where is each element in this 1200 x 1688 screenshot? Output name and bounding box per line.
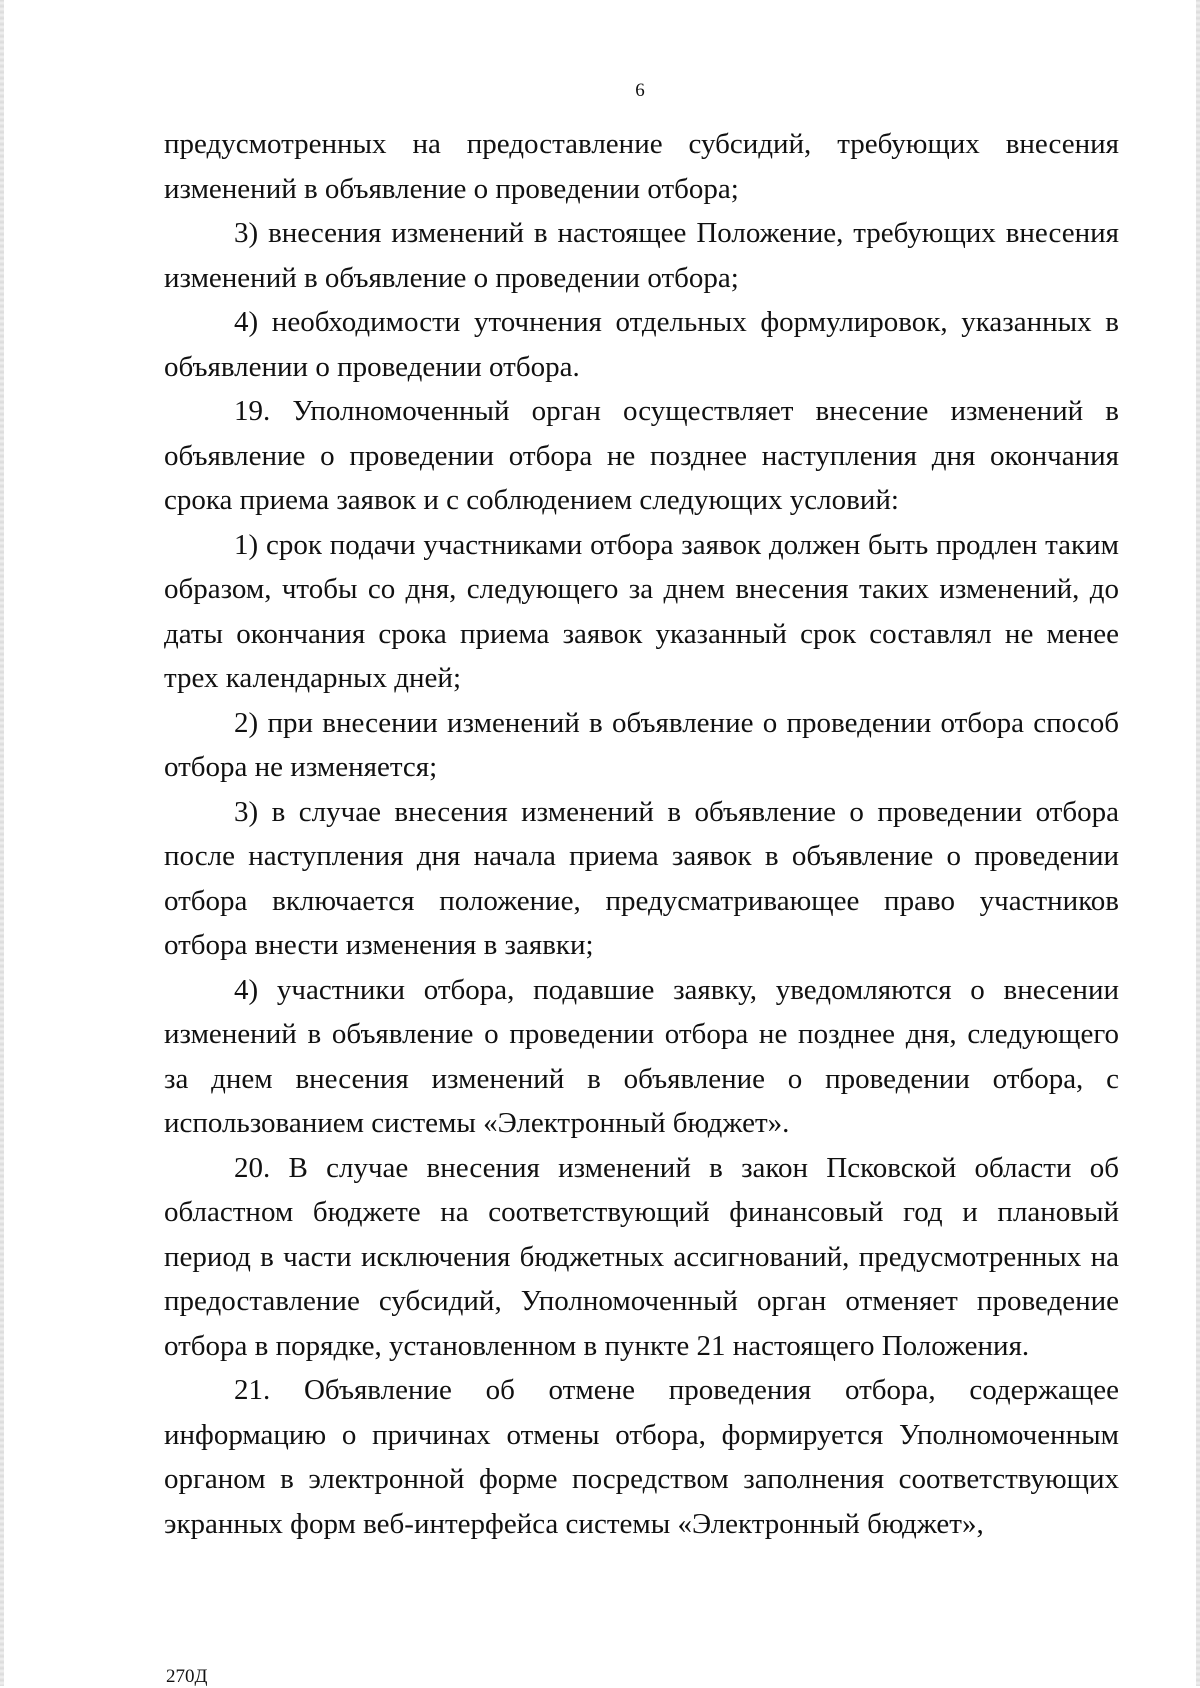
body-text [164, 122, 1119, 1546]
paragraph-4: 19. Уполномоченный орган осуществляет внесение изменений в объявление о проведении отбора не позднее наступления дня окончания срока приема заявок и с соблюдением следующих условий: [164, 395, 1119, 516]
paragraph-1: предусмотренных на предоставление субсидий, требующих внесения изменений в объявление о проведении отбора; [164, 128, 1119, 205]
paragraph-2: 3) внесения изменений в настоящее Положение, требующих внесения изменений в объявление о проведении отбора; [164, 217, 1119, 294]
paragraph-10: 21. Объявление об отмене проведения отбора, содержащее информацию о причинах отмены отбора, формируется Уполномоченным органом в электронной форме посредством заполнения соответствующих экранных форм веб-интерфейса системы «Электронный бюджет», [164, 1374, 1119, 1540]
page-number: 6 [635, 80, 645, 101]
paragraph-9: 20. В случае внесения изменений в закон Псковской области об областном бюджете на соответствующий финансовый год и плановый период в части исключения бюджетных ассигнований, предусмотренных на предоставление субсидий, Уполномоченный орган отменяет проведение отбора в порядке, установленном в пункте 21 настоящего Положения. [164, 1151, 1119, 1362]
paragraph-3: 4) необходимости уточнения отдельных формулировок, указанных в объявлении о проведении отбора. [164, 306, 1119, 383]
paragraph-6: 2) при внесении изменений в объявление о проведении отбора способ отбора не изменяется; [164, 706, 1119, 783]
paragraph-8: 4) участники отбора, подавшие заявку, уведомляются о внесении изменений в объявление о проведении отбора не позднее дня, следующего за днем внесения изменений в объявление о проведении отбора, с использованием системы «Электронный бюджет». [164, 973, 1119, 1139]
footer-code: 270Д [166, 1666, 208, 1687]
paragraph-7: 3) в случае внесения изменений в объявление о проведении отбора после наступления дня начала приема заявок в объявление о проведении отбора включается положение, предусматривающее право участников отбора внести изменения в заявки; [164, 795, 1119, 961]
scan-edge-left [0, 0, 4, 1686]
paragraph-5: 1) срок подачи участниками отбора заявок должен быть продлен таким образом, чтобы со дня, следующего за днем внесения таких изменений, до даты окончания срока приема заявок указанный срок составлял не менее трех календарных дней; [164, 528, 1119, 694]
scan-edge-right [1196, 0, 1200, 1686]
